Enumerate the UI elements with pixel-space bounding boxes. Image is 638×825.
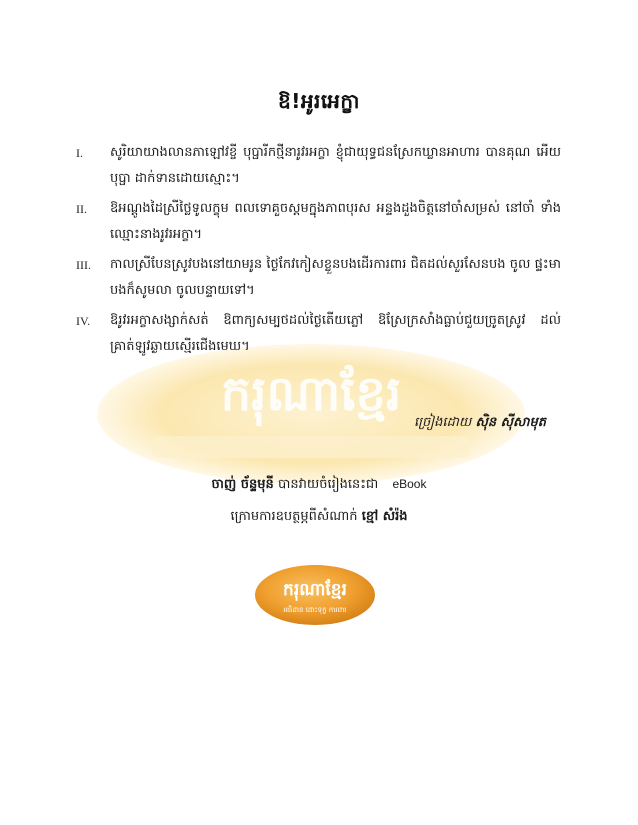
logo-sub-text: អធិដាន ដោះទុក្ខ ការពារ bbox=[283, 606, 347, 614]
verse-list bbox=[76, 140, 561, 364]
song-title: ឱ!អូរអេក្ខា bbox=[278, 89, 360, 113]
watermark-text: ករុណាខ្មែរ bbox=[220, 366, 402, 422]
verse-2 bbox=[76, 196, 561, 248]
sponsor-text: ក្រោមការឧបត្ថម្ភពីសំណាក់ bbox=[230, 509, 358, 524]
typist-name: ចាញ់ ច័ន្ទមុនី bbox=[211, 477, 274, 492]
typist-credit bbox=[0, 476, 638, 495]
verse-1 bbox=[76, 140, 561, 192]
verse-text: ឱអណ្តូងដៃស្រីថ្លៃទូលក្ខុម ពលទោគួចស្តមក្នុងភាពបុរស អន្ទងដួងចិត្តនៅចាំសម្រស់ នៅចាំ ទាំងឈ្មោះនាងរូវរអក្ខា។ bbox=[110, 201, 561, 242]
verse-numeral: IV. bbox=[76, 314, 91, 328]
sponsor-credit bbox=[0, 508, 638, 527]
verse-3 bbox=[76, 252, 561, 304]
ebook-label: eBook bbox=[392, 477, 427, 491]
sponsor-name: ខ្មៅ សំរ៉ង bbox=[361, 509, 408, 524]
typist-text: បានវាយចំរៀងនេះជា bbox=[277, 477, 379, 492]
verse-numeral: III. bbox=[76, 258, 91, 272]
logo-main-text: ករុណាខ្មែរ bbox=[283, 580, 347, 600]
verse-text: ឱរូវរអក្ខាសង្សាក់សត់ ឱពាក្យសម្បថដល់ថ្ងៃតើយភ្លៅ ឱស្រែក្រសាំងធ្លាប់ជួយច្រូតស្រូវ ដល់ គ្រាត់ឡូវឆ្ងាយស្មើរជើងមេឃ។ bbox=[110, 313, 561, 354]
watermark-band bbox=[152, 436, 470, 458]
composer-name: ស៊ិន ស៊ីសាមុត bbox=[475, 415, 546, 430]
composer-credit bbox=[414, 414, 546, 433]
verse-4 bbox=[76, 308, 561, 360]
verse-numeral: II. bbox=[76, 202, 87, 216]
composer-prefix: ច្រៀងដោយ bbox=[414, 415, 472, 430]
verse-numeral: I. bbox=[76, 146, 83, 160]
karuna-khmer-logo bbox=[253, 563, 377, 627]
verse-text: កាលស្រីបែនស្រូវបងនៅយាមរូន ថ្ងៃកែវកៀសខ្លួនបងដើរការពារ ជិតដល់សួរសែនបង ចូល ផ្ទះមា បងក៏សូមលា ចូលបន្ទាយទៅ។ bbox=[110, 257, 561, 298]
verse-text: សូរិយាយាងលានភាឡៅវខ្ចី បុប្ផារីកថ្មីនារូវរអក្ខា ខ្ញុំជាយុទ្ធជនស្រែកឃ្លានអាហារ បានគុណ អើយបុប្ផា ដាក់ទានដោយស្មោះ។ bbox=[110, 145, 561, 186]
